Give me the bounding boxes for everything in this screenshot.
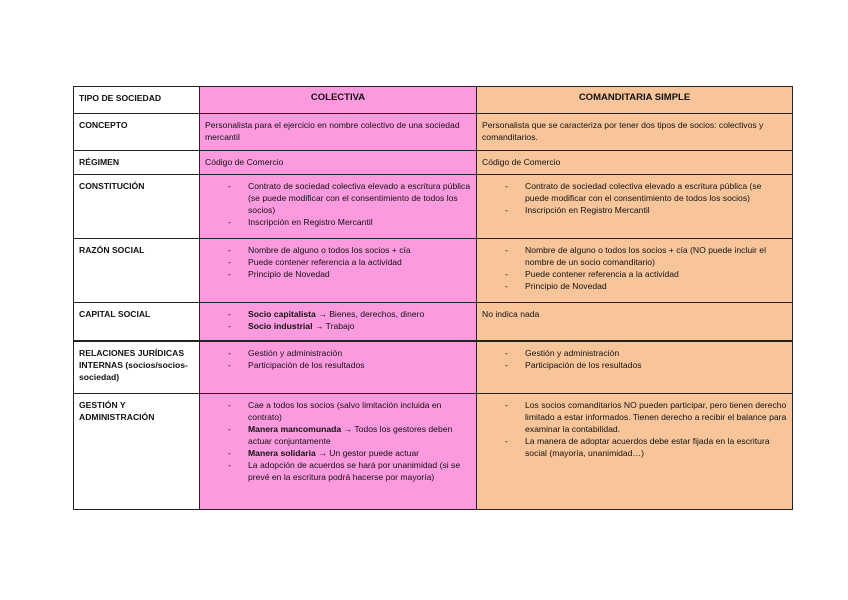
constitucion-comanditaria [477, 175, 793, 239]
relaciones-colectiva [200, 341, 477, 394]
header-comanditaria: COMANDITARIA SIMPLE [477, 87, 793, 114]
list-item [228, 447, 471, 459]
list-item: - Contrato de sociedad colectiva elevado a escritura pública (se puede modificar con el consentimiento de todos los socios) [505, 180, 787, 204]
list-item: - Gestión y administración [228, 347, 471, 359]
razon-colectiva [200, 239, 477, 303]
concepto-colectiva: Personalista para el ejercicio en nombre colectivo de una sociedad mercantil [200, 114, 477, 151]
list-item: - Puede contener referencia a la actividad [228, 256, 471, 268]
regimen-comanditaria: Código de Comercio [477, 151, 793, 175]
manera-mancomunada-desc: → Todos los gestores deben actuar conjuntamente [248, 424, 453, 446]
row-gestion [74, 394, 793, 510]
gestion-colectiva [200, 394, 477, 510]
list-item: - Participación de los resultados [505, 359, 787, 371]
row-capital-social [74, 303, 793, 342]
list-item: - Los socios comanditarios NO pueden participar, pero tienen derecho limitado a estar informados. Tienen derecho a recibir el balance para examinar la contabilidad. [505, 399, 787, 435]
list-item: - La adopción de acuerdos se hará por unanimidad (si se prevé en la escritura podrá hacerse por mayoría) [228, 459, 471, 483]
manera-mancomunada-term: Manera mancomunada [248, 424, 342, 434]
list-item: - Gestión y administración [505, 347, 787, 359]
socio-industrial-term: Socio industrial [248, 321, 313, 331]
razon-comanditaria [477, 239, 793, 303]
list-item: - Nombre de alguno o todos los socios + cía (NO puede incluir el nombre de un socio comanditario) [505, 244, 787, 268]
list-item: - La manera de adoptar acuerdos debe estar fijada en la escritura social (mayoría, unanimidad…) [505, 435, 787, 459]
list-item [228, 320, 471, 332]
constitucion-colectiva [200, 175, 477, 239]
socio-capitalista-term: Socio capitalista [248, 309, 316, 319]
row-label-constitucion: CONSTITUCIÓN [74, 175, 200, 239]
socio-capitalista-desc: → Bienes, derechos, dinero [315, 309, 425, 319]
row-razon-social [74, 239, 793, 303]
header-row [74, 87, 793, 114]
manera-solidaria-term: Manera solidaria [248, 448, 316, 458]
row-label-regimen: RÉGIMEN [74, 151, 200, 175]
row-relaciones [74, 341, 793, 394]
list-item [228, 308, 471, 320]
socio-industrial-desc: → Trabajo [312, 321, 355, 331]
header-colectiva: COLECTIVA [200, 87, 477, 114]
regimen-colectiva: Código de Comercio [200, 151, 477, 175]
row-regimen [74, 151, 793, 175]
gestion-comanditaria [477, 394, 793, 510]
list-item: - Principio de Novedad [228, 268, 471, 280]
relaciones-comanditaria [477, 341, 793, 394]
row-label-gestion: GESTIÓN Y ADMINISTRACIÓN [74, 394, 200, 510]
header-label: TIPO DE SOCIEDAD [74, 87, 200, 114]
concepto-comanditaria: Personalista que se caracteriza por tener dos tipos de socios: colectivos y comanditarios. [477, 114, 793, 151]
row-concepto [74, 114, 793, 151]
manera-solidaria-desc: → Un gestor puede actuar [315, 448, 420, 458]
capital-comanditaria: No indica nada [477, 303, 793, 342]
list-item: - Contrato de sociedad colectiva elevado a escritura pública (se puede modificar con el consentimiento de todos los socios) [228, 180, 471, 216]
row-label-concepto: CONCEPTO [74, 114, 200, 151]
list-item: - Puede contener referencia a la actividad [505, 268, 787, 280]
list-item: - Inscripción en Registro Mercantil [505, 204, 787, 216]
row-label-capital-social: CAPITAL SOCIAL [74, 303, 200, 342]
row-label-razon-social: RAZÓN SOCIAL [74, 239, 200, 303]
row-label-relaciones: RELACIONES JURÍDICAS INTERNAS (socios/socios-sociedad) [74, 341, 200, 394]
list-item: - Principio de Novedad [505, 280, 787, 292]
list-item: - Inscripción en Registro Mercantil [228, 216, 471, 228]
list-item: - Cae a todos los socios (salvo limitación incluida en contrato) [228, 399, 471, 423]
list-item: - Participación de los resultados [228, 359, 471, 371]
capital-colectiva [200, 303, 477, 342]
row-constitucion [74, 175, 793, 239]
comparison-table [73, 86, 793, 510]
list-item [228, 423, 471, 447]
list-item: - Nombre de alguno o todos los socios + cía [228, 244, 471, 256]
